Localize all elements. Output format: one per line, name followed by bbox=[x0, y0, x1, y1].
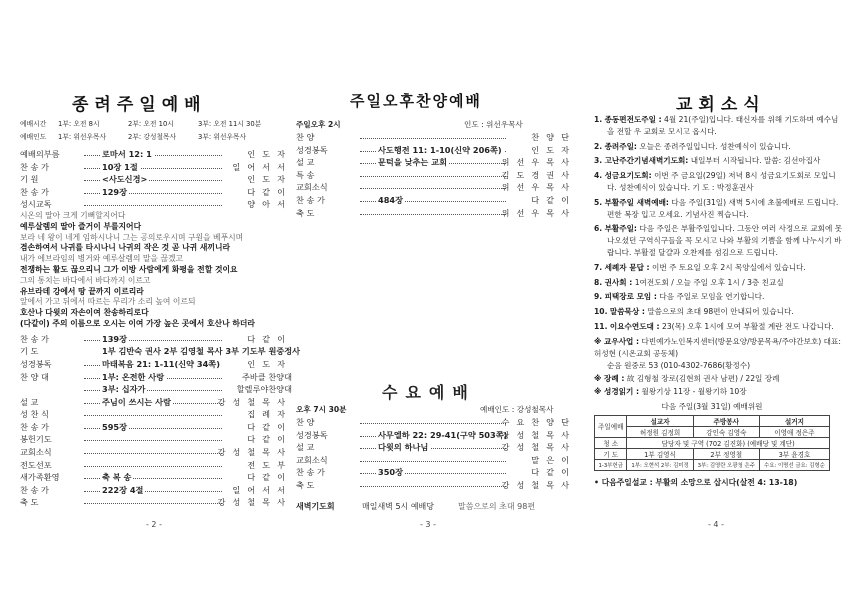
leader-dots bbox=[84, 459, 222, 467]
order-label: 축 도 bbox=[296, 207, 315, 218]
order-leader: 강성철목사 bbox=[217, 497, 292, 508]
service-time-item: 1부: 위선우목사 bbox=[58, 133, 107, 141]
order-row bbox=[296, 416, 576, 429]
order-content: 마태복음 21: 1-11(신약 34쪽) bbox=[102, 358, 220, 369]
note-text: 월왕기상 11장 - 월왕기하 10장 bbox=[641, 386, 747, 396]
afternoon-order bbox=[296, 118, 576, 219]
news-heading: 부활주일: bbox=[604, 224, 637, 234]
order-row bbox=[20, 471, 292, 484]
news-text: 이번 주 금요일(29일) 저녁 8시 성금요기도회로 모입니다. 성찬예식이 있습니다. 기 도 : 박정훈권사 bbox=[607, 171, 836, 192]
order-content: 주님이 쓰시는 사람 bbox=[102, 396, 171, 407]
order-label: 축 도 bbox=[20, 497, 39, 508]
order-label: 찬 송 가 bbox=[20, 186, 49, 197]
order-leader: 양아서 bbox=[247, 199, 292, 210]
news-item bbox=[594, 155, 844, 167]
news-item bbox=[594, 306, 844, 318]
order-content: 10장 1절 bbox=[102, 161, 138, 172]
news-number: 8. bbox=[594, 277, 603, 287]
order-label: 찬 양 bbox=[296, 132, 315, 142]
order-row bbox=[20, 186, 292, 199]
news-item bbox=[594, 321, 844, 333]
order-label: 성경봉독 bbox=[20, 358, 52, 369]
table-cell: 설거지 bbox=[759, 415, 829, 426]
order-leader: 인도자 bbox=[247, 149, 292, 159]
cell-part: 1부: 오현석 bbox=[631, 462, 660, 469]
order-leader: 다같이 bbox=[247, 421, 292, 432]
note-text: 다빈예가노인복지센터(방문요양/방문목욕/주야간보호) 대표: 허성현 (시온교회 공동체) bbox=[594, 336, 841, 358]
news-heading: 종려주일: bbox=[604, 141, 637, 151]
order-leader: 찬양단 bbox=[531, 132, 576, 142]
order-label: 찬 송 가 bbox=[20, 161, 49, 172]
service-time-item: 3부: 위선우목사 bbox=[198, 133, 247, 141]
order-row bbox=[20, 173, 292, 186]
litany-line: 앞에서 가고 뒤에서 따르는 무리가 소리 높여 이르되 bbox=[20, 297, 196, 307]
order-row bbox=[296, 194, 576, 207]
news-number: 9. bbox=[594, 292, 603, 302]
order-row bbox=[20, 459, 292, 472]
litany-line: 그의 통치는 바다에서 바다까지 이르고 bbox=[20, 275, 151, 285]
worship-title: 종려주일예배 bbox=[72, 95, 207, 115]
order-leader: 강성철목사 bbox=[217, 396, 292, 407]
order-content: 3부: 십자가 bbox=[102, 384, 146, 395]
order-leader: 수요찬양단 bbox=[501, 417, 576, 427]
table-caption: 다음 주일(3월 31일) 예배위원 bbox=[661, 401, 763, 411]
order-label: 축 도 bbox=[296, 479, 315, 490]
order-leader: 다같이 bbox=[531, 194, 576, 205]
news-heading: 성금요기도회: bbox=[604, 171, 652, 181]
news-heading: 세례자 묻답 : bbox=[604, 262, 650, 272]
order-leader: 전도부 bbox=[247, 459, 292, 470]
order-leader: 집례자 bbox=[247, 409, 292, 420]
order-label: 특 송 bbox=[296, 169, 315, 180]
news-text: 다음 주일로 모임을 연기합니다. bbox=[659, 292, 765, 302]
news-item bbox=[594, 114, 844, 138]
dawn-note: 말씀으로의 초대 98편 bbox=[458, 501, 536, 511]
news-number: 10. bbox=[594, 307, 608, 317]
order-leader: 다같이 bbox=[247, 434, 292, 445]
news-text: 이번 주 토요일 오후 2시 목양실에서 있습니다. bbox=[652, 262, 806, 272]
news-text: 다음 주일은 부활주일입니다. 그동안 여러 사정으로 교회에 못 나오셨던 구역식구들을 꼭 모시고 나와 부활의 기쁨을 함께 나누시기 바랍니다. 부활절 달걀과 오찬제를 섬김으로 드립니다. bbox=[607, 224, 843, 257]
note-heading: ※ 교우사업 : bbox=[594, 336, 640, 346]
service-time-row bbox=[20, 118, 292, 131]
news-heading: 피택장로 모임 : bbox=[604, 292, 657, 302]
news-number: 5. bbox=[594, 197, 603, 207]
news-number: 2. bbox=[594, 141, 603, 151]
order-row bbox=[296, 466, 576, 479]
order-leader: 인도자 bbox=[247, 358, 292, 369]
litany-line: 호산나 다윗의 자손이여 찬송하리로다 bbox=[20, 308, 149, 318]
leader-dots bbox=[360, 207, 506, 215]
order-leader: 강성철목사 bbox=[501, 479, 576, 490]
order-label: 기 원 bbox=[20, 174, 39, 185]
order-leader: 김도경권사 bbox=[501, 169, 576, 180]
news-heading: 종동편전도주일 : bbox=[604, 115, 662, 124]
news-item bbox=[594, 141, 844, 153]
table-cell: 1부 김영식 bbox=[627, 448, 693, 459]
order-leader: 위선우목사 bbox=[501, 207, 576, 218]
litany-line: 내가 에브라임의 병거와 예루살렘의 말을 끊겠고 bbox=[20, 254, 184, 264]
news-item bbox=[594, 277, 844, 289]
order-content: 350장 bbox=[378, 467, 403, 478]
news-item bbox=[594, 223, 844, 258]
order-label: 찬 송 가 bbox=[296, 467, 325, 478]
order-row bbox=[20, 371, 292, 384]
table-cell: 3부 윤경호 bbox=[759, 448, 829, 459]
wednesday-title: 수요예배 bbox=[382, 383, 476, 402]
note-text: 故 김형철 장로(김현희 권사 남편) / 22일 장례 bbox=[626, 374, 780, 384]
order-content: 다윗의 하나님 bbox=[378, 442, 429, 453]
order-label: 찬 송 가 bbox=[296, 194, 325, 205]
note-item bbox=[594, 336, 844, 360]
leader-dots bbox=[360, 181, 506, 189]
order-content: 222장 4절 bbox=[102, 484, 144, 495]
news-text: 내일부터 시작됩니다. 말씀: 김선아집사 bbox=[690, 156, 821, 166]
order-content: 사무엘하 22: 29-41(구약 503쪽) bbox=[378, 429, 508, 440]
table-cell bbox=[759, 459, 829, 470]
order-row bbox=[20, 433, 292, 446]
order-content: 축 복 송 bbox=[102, 472, 132, 483]
afternoon-title: 주일오후찬양예배 bbox=[350, 92, 482, 110]
order-label: 설 교 bbox=[296, 442, 315, 453]
news-number: 4. bbox=[594, 171, 603, 181]
cell-part: 금요: 김형순 bbox=[795, 462, 825, 469]
order-label: 교회소식 bbox=[296, 182, 328, 193]
news-number: 3. bbox=[594, 156, 603, 166]
service-time-item: 2부: 오전 10시 bbox=[128, 120, 174, 128]
news-number: 11. bbox=[594, 321, 608, 331]
order-content: 문턱을 낮추는 교회 bbox=[378, 157, 447, 168]
order-content: 484장 bbox=[378, 194, 403, 205]
leader-dots bbox=[84, 433, 222, 441]
order-label: 성경봉독 bbox=[296, 429, 328, 440]
note-text: 순음 원중로 53 (010-4302-7686(황정수) bbox=[607, 361, 751, 371]
order-row bbox=[20, 421, 292, 434]
dawn-time: 매일새벽 5시 예배당 bbox=[362, 501, 434, 511]
order-label: 교회소식 bbox=[296, 454, 328, 465]
order-row bbox=[296, 169, 576, 182]
order-row bbox=[20, 358, 292, 371]
table-cell: 설교자 bbox=[627, 415, 693, 426]
news-item bbox=[594, 262, 844, 274]
cell-part: 2부: 김미정 bbox=[660, 462, 689, 469]
order-leader: 강성철목사 bbox=[217, 447, 292, 458]
worship-order bbox=[20, 118, 301, 509]
table-cell: 주일예배 bbox=[595, 415, 627, 437]
order-leader: 위선우목사 bbox=[501, 182, 576, 193]
order-label: 성 찬 식 bbox=[20, 409, 49, 420]
news-heading: 말씀묵상 : bbox=[609, 307, 645, 317]
afternoon-leader: 인도 : 위선우목사 bbox=[464, 120, 523, 129]
order-label: 전도선포 bbox=[20, 459, 52, 470]
order-row bbox=[20, 408, 292, 421]
order-row bbox=[296, 454, 576, 467]
order-row bbox=[20, 161, 292, 174]
note-heading: ※ 성경읽기 : bbox=[594, 386, 640, 396]
news-item bbox=[594, 197, 844, 221]
service-time-item: 3부: 오전 11시 30분 bbox=[198, 120, 262, 128]
order-label: 찬 양 bbox=[296, 417, 315, 427]
order-leader: 다같이 bbox=[531, 467, 576, 478]
page-number-3: - 3 - bbox=[420, 520, 436, 529]
order-label: 설 교 bbox=[20, 396, 39, 407]
news-text: 오늘은 종려주일입니다. 성찬예식이 있습니다. bbox=[639, 141, 791, 151]
order-row bbox=[20, 333, 292, 346]
news-item bbox=[594, 291, 844, 303]
cell-part: 수요: 이명선 bbox=[764, 462, 794, 469]
order-leader: 인도자 bbox=[247, 174, 292, 185]
church-news bbox=[594, 114, 844, 488]
news-number: 6. bbox=[594, 224, 603, 234]
order-leader: 다같이 bbox=[247, 186, 292, 197]
order-label: 봉헌기도 bbox=[20, 434, 52, 445]
table-cell bbox=[627, 459, 693, 470]
order-row bbox=[296, 131, 576, 144]
news-heading: 부활주일 새벽예배: bbox=[604, 197, 669, 207]
news-number: 7. bbox=[594, 262, 603, 272]
order-leader: 위선우목사 bbox=[501, 157, 576, 168]
order-label: 찬 양 대 bbox=[20, 371, 49, 382]
order-label: 찬 송 가 bbox=[20, 421, 49, 432]
order-row bbox=[20, 484, 292, 497]
order-row bbox=[296, 156, 576, 169]
order-label: 예배의부름 bbox=[20, 149, 60, 159]
order-row bbox=[296, 207, 576, 220]
service-time-item: 1부: 오전 8시 bbox=[58, 120, 100, 128]
order-label: 찬 송 가 bbox=[20, 333, 49, 344]
order-content: 595장 bbox=[102, 421, 127, 432]
page-number-2: - 2 - bbox=[146, 520, 162, 529]
litany-line: 유브라데 강에서 땅 끝까지 이르리라 bbox=[20, 286, 144, 296]
news-heading: 권사회 : bbox=[604, 277, 633, 287]
order-row bbox=[296, 479, 576, 492]
next-sermon: • 다음주일설교 : 부활의 소망으로 삽시다(살전 4: 13-18) bbox=[594, 477, 798, 487]
afternoon-time: 주일오후 2시 bbox=[296, 120, 341, 129]
service-time-row bbox=[20, 131, 292, 144]
note-heading: ※ 장례 : bbox=[594, 374, 625, 384]
leader-dots bbox=[84, 408, 222, 416]
news-number: 1. bbox=[594, 115, 603, 124]
table-cell: 강인숙 김영숙 bbox=[693, 426, 759, 437]
service-time-label: 예배시간 bbox=[20, 120, 47, 128]
table-cell: 청 소 bbox=[595, 437, 627, 448]
order-content: 로마서 12: 1 bbox=[102, 149, 152, 159]
news-heading: 고난주간기념새벽기도회: bbox=[604, 156, 689, 166]
leader-dots bbox=[84, 496, 222, 504]
leader-dots bbox=[360, 454, 506, 462]
order-row bbox=[20, 148, 292, 161]
page-number-4: - 4 - bbox=[708, 520, 724, 529]
order-row bbox=[20, 345, 301, 358]
dawn-label: 새벽기도회 bbox=[296, 501, 335, 511]
news-text: 다음 주일(31일) 새벽 5시에 초불예배로 드립니다. 편한 복장 입고 오세요. 기념사진 찍습니다. bbox=[607, 197, 839, 219]
order-content: 사도행전 11: 1-10(신약 206쪽) bbox=[378, 144, 502, 155]
order-row bbox=[296, 144, 576, 157]
order-leader: 강성철목사 bbox=[501, 442, 576, 453]
leader-dots bbox=[84, 446, 222, 454]
table-cell: 3부: 김영란 오광청 은주 bbox=[693, 459, 759, 470]
order-label: 설 교 bbox=[296, 157, 315, 168]
service-time-label: 예배인도 bbox=[20, 133, 47, 141]
order-label: 성시교독 bbox=[20, 199, 52, 210]
order-content: <사도신경> bbox=[102, 174, 148, 185]
order-content: 1부 김반숙 권사 2부 김영철 목사 3부 기도부 원중정사 bbox=[102, 346, 301, 357]
order-label: 찬 송 가 bbox=[20, 484, 49, 495]
litany-line: 보라 네 왕이 네게 임하시나니 그는 공의로우시며 구원을 베푸시며 bbox=[20, 232, 244, 242]
news-text: 말씀으로의 초대 98편이 안내되어 있습니다. bbox=[647, 307, 794, 317]
table-cell: 담당자 및 구역 (702 김진화) (예배당 및 계단) bbox=[627, 437, 830, 448]
order-leader: 다같이 bbox=[247, 472, 292, 483]
leader-dots bbox=[360, 479, 506, 487]
service-committee-table bbox=[594, 415, 830, 471]
leader-dots bbox=[360, 169, 506, 177]
order-label: 기 도 bbox=[20, 346, 39, 357]
order-row bbox=[20, 396, 292, 409]
news-text: 23(목) 오후 1시에 모여 부활절 계란 전도 나갑니다. bbox=[662, 321, 834, 331]
order-leader: 일어서서 bbox=[232, 161, 292, 172]
order-content: 139장 bbox=[102, 333, 127, 344]
table-cell: 허정원 김정희 bbox=[627, 426, 693, 437]
service-time-item: 2부: 강성철목사 bbox=[128, 133, 177, 141]
litany-line: 시온의 딸아 크게 기뻐할지어다 bbox=[20, 210, 126, 220]
order-row bbox=[20, 198, 292, 211]
news-item bbox=[594, 170, 844, 194]
order-content: 129장 bbox=[102, 186, 127, 197]
litany-line: (다같이) 주의 이름으로 오시는 이여 가장 높은 곳에서 호산나 하더라 bbox=[20, 318, 255, 328]
wednesday-time: 오후 7시 30분 bbox=[296, 405, 347, 414]
wednesday-leader: 예배인도 : 강성철목사 bbox=[480, 405, 554, 414]
table-cell: 1-3부헌금 bbox=[595, 459, 627, 470]
order-leader: 일어서서 bbox=[232, 484, 292, 495]
leader-dots bbox=[360, 416, 506, 424]
table-cell: 주방봉사 bbox=[693, 415, 759, 426]
wednesday-order bbox=[296, 403, 576, 513]
note-item bbox=[594, 360, 844, 372]
order-leader: 인도자 bbox=[531, 144, 576, 155]
note-item bbox=[594, 386, 844, 398]
news-text: 1여전도회 / 오늘 주일 오후 1시 / 3층 친교실 bbox=[634, 277, 784, 287]
order-row bbox=[296, 181, 576, 194]
table-cell: 2부 정영철 bbox=[693, 448, 759, 459]
news-text: 4월 21(주일)입니다. 태신자를 위해 기도하며 예수님을 전할 우 교회로 모시고 옵시다. bbox=[607, 115, 839, 136]
table-cell: 기 도 bbox=[595, 448, 627, 459]
order-leader: 주바클 찬양대 bbox=[241, 371, 292, 382]
news-title: 교회소식 bbox=[676, 95, 766, 115]
note-item bbox=[594, 373, 844, 385]
order-row bbox=[20, 446, 292, 459]
table-cell: 이영애 정은주 bbox=[759, 426, 829, 437]
order-label: 교회소식 bbox=[20, 447, 52, 458]
litany-line: 겸손하여서 나귀를 타시나니 나귀의 작은 것 곧 나귀 새끼니라 bbox=[20, 243, 231, 253]
order-row bbox=[296, 429, 576, 442]
order-row bbox=[296, 441, 576, 454]
litany-line: 예루살렘의 딸아 즐거이 부를지어다 bbox=[20, 221, 142, 231]
order-label: 새가족환영 bbox=[20, 472, 60, 483]
order-leader: 다같이 bbox=[247, 333, 292, 344]
leader-dots bbox=[360, 131, 506, 139]
leader-dots bbox=[84, 198, 222, 206]
order-content: 1부: 온전한 사랑 bbox=[102, 371, 165, 382]
order-leader: 말은이 bbox=[531, 454, 576, 465]
order-row bbox=[20, 383, 292, 396]
order-leader: 강성철목사 bbox=[501, 429, 576, 440]
order-row bbox=[20, 496, 292, 509]
news-heading: 이요수연도대 : bbox=[609, 321, 660, 331]
order-leader: 할렐루야찬양대 bbox=[236, 384, 292, 395]
litany-line: 전쟁하는 활도 끊으리니 그가 이방 사람에게 화평을 전할 것이요 bbox=[20, 264, 238, 274]
order-label: 성경봉독 bbox=[296, 144, 328, 155]
